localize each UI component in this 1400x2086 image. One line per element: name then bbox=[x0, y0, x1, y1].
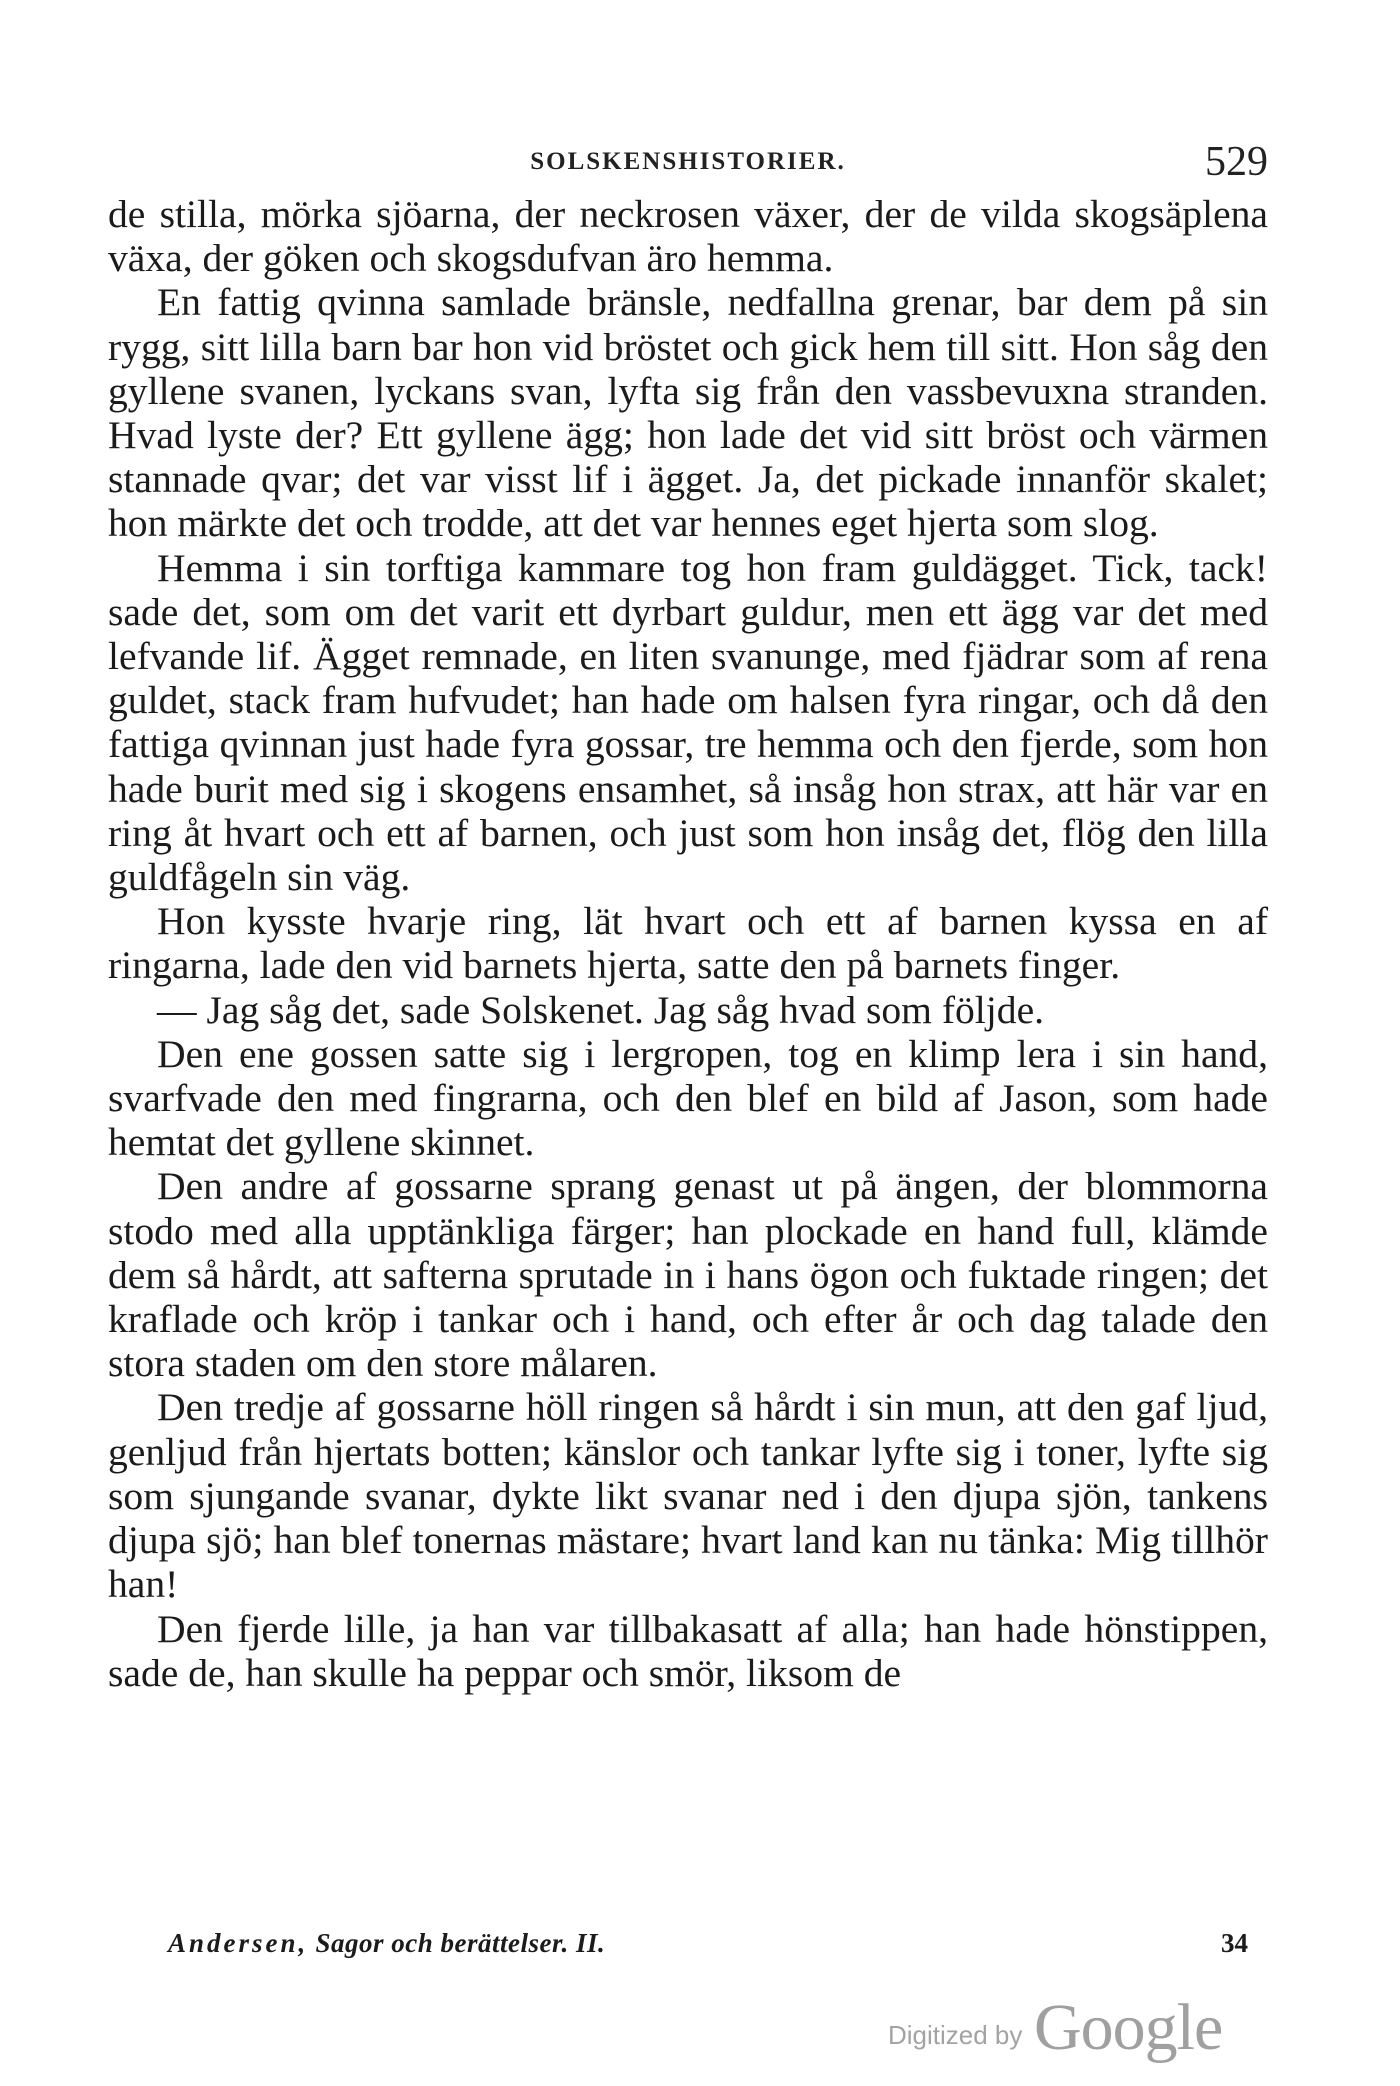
running-head bbox=[108, 138, 1268, 188]
footer-citation bbox=[168, 1928, 605, 1959]
page-number: 529 bbox=[1205, 139, 1268, 185]
body-text bbox=[108, 192, 1268, 1695]
running-title: SOLSKENSHISTORIER. bbox=[530, 148, 846, 175]
paragraph: Hemma i sin torftiga kammare tog hon fram guldägget. Tick, tack! sade det, som om det varit ett dyrbart guldur, men ett ägg var det med lefvande lif. Ägget remnade, en liten svanunge, med fjädrar som af rena guldet, stack fram hufvudet; han hade om halsen fyra ringar, och då den fattiga qvinnan just hade fyra gossar, tre hemma och den fjerde, som hon hade burit med sig i skogens ensamhet, så insåg hon strax, att här var en ring åt hvart och ett af barnen, och just som hon insåg det, flög den lilla guldfågeln sin väg. bbox=[108, 545, 1268, 900]
paragraph: Den ene gossen satte sig i lergropen, tog en klimp lera i sin hand, svarfvade den med fingrarna, och den blef en bild af Jason, som hade hemtat det gyllene skinnet. bbox=[108, 1031, 1268, 1165]
paragraph: — Jag såg det, sade Solskenet. Jag såg hvad som följde. bbox=[157, 987, 1045, 1032]
google-logo-icon: Google bbox=[1034, 1991, 1223, 2064]
footer-title: Sagor och berättelser. II. bbox=[315, 1928, 606, 1958]
signature-mark: 34 bbox=[1221, 1928, 1248, 1958]
page-footer bbox=[168, 1928, 1268, 1968]
paragraph: Den andre af gossarne sprang genast ut på ängen, der blommorna stodo med alla upptänkliga färger; han plockade en hand full, klämde dem så hårdt, att safterna sprutade in i hans ögon och fuktade ringen; det kraflade och kröp i tankar och i hand, och efter år och dag talade den stora staden om den store målaren. bbox=[108, 1164, 1268, 1386]
paragraph: En fattig qvinna samlade bränsle, nedfallna grenar, bar dem på sin rygg, sitt lilla barn bar hon vid bröstet och gick hem till sitt. Hon såg den gyllene svanen, lyckans svan, lyfta sig från den vassbevuxna stranden. Hvad lyste der? Ett gyllene ägg; hon lade det vid sitt bröst och värmen stannade qvar; det var visst lif i ägget. Ja, det pickade innanför skalet; hon märkte det och trodde, att det var hennes eget hjerta som slog. bbox=[108, 280, 1268, 546]
paragraph: de stilla, mörka sjöarna, der neckrosen växer, der de vilda skogsäplena växa, der göken och skogsdufvan äro hemma. bbox=[108, 192, 1268, 281]
footer-author: Andersen, bbox=[168, 1928, 309, 1958]
paragraph: Hon kysste hvarje ring, lät hvart och ett af barnen kyssa en af ringarna, lade den vid barnets hjerta, satte den på barnets finger. bbox=[108, 899, 1268, 988]
paragraph: Den tredje af gossarne höll ringen så hårdt i sin mun, att den gaf ljud, genljud från hjertats botten; känslor och tankar lyfte sig i toner, lyfte sig som sjungande svanar, dykte likt svanar ned i den djupa sjön, tankens djupa sjö; han blef tonernas mästare; hvart land kan nu tänka: Mig tillhör han! bbox=[108, 1385, 1268, 1607]
digitization-watermark bbox=[888, 1990, 1248, 2070]
watermark-prefix: Digitized by bbox=[888, 2020, 1023, 2050]
paragraph: Den fjerde lille, ja han var tillbakasatt af alla; han hade hönstippen, sade de, han skulle ha peppar och smör, liksom de bbox=[108, 1606, 1268, 1695]
